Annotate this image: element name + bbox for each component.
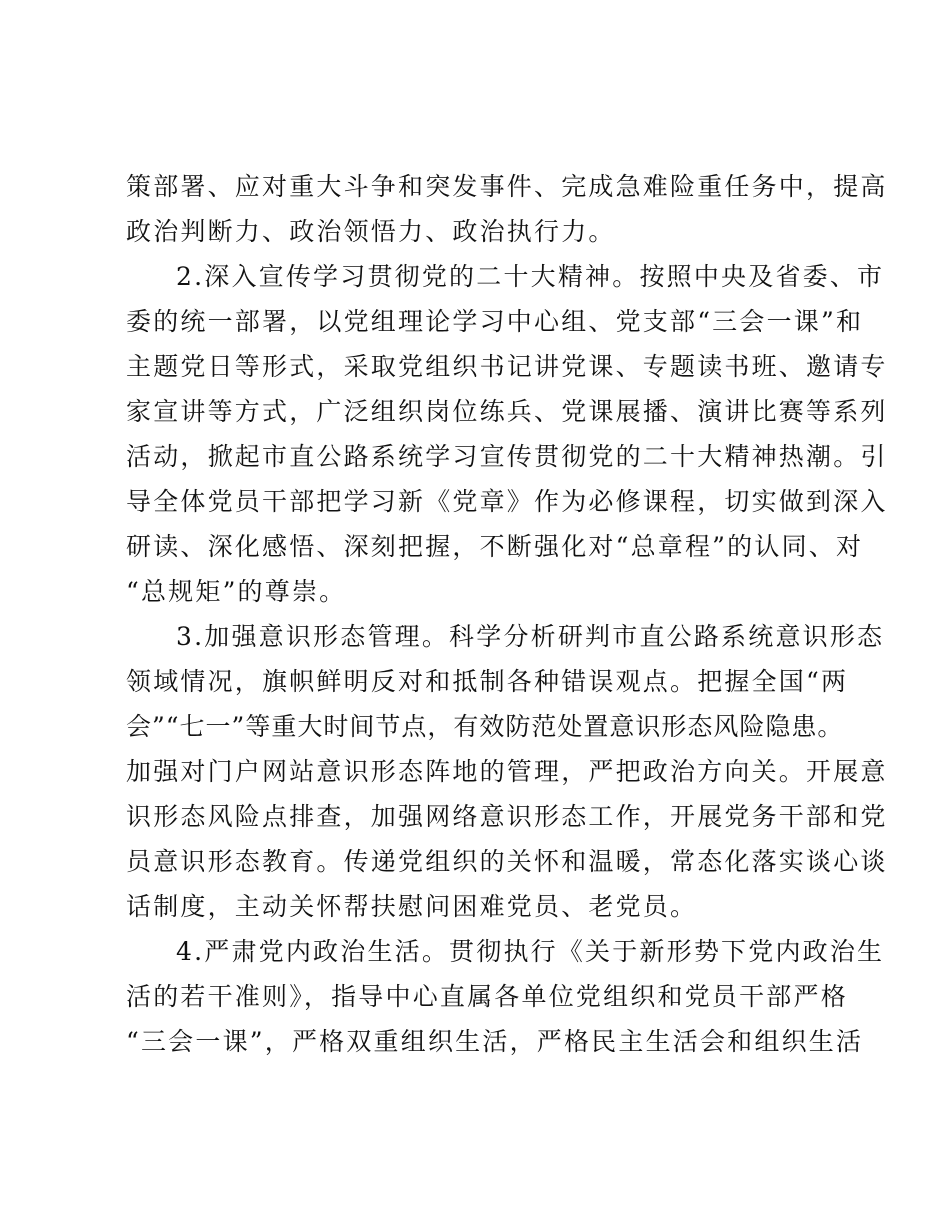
paragraph-line: 识形态风险点排查，加强网络意识形态工作，开展党务干部和党 — [126, 802, 888, 831]
paragraph-line: 员意识形态教育。传递党组织的关怀和温暖，常态化落实谈心谈 — [126, 847, 888, 876]
paragraph-line: 活动，掀起市直公路系统学习宣传贯彻党的二十大精神热潮。引 — [126, 442, 888, 471]
paragraph-line: 导全体党员干部把学习新《党章》作为必修课程，切实做到深入 — [126, 487, 888, 516]
paragraph-line: 策部署、应对重大斗争和突发事件、完成急难险重任务中，提高 — [126, 172, 888, 201]
paragraph-line: 主题党日等形式，采取党组织书记讲党课、专题读书班、邀请专 — [126, 352, 888, 381]
paragraph-line: “三会一课”，严格双重组织生活，严格民主生活会和组织生活 — [126, 1027, 864, 1056]
paragraph-line: 活的若干准则》，指导中心直属各单位党组织和党员干部严格 — [126, 982, 848, 1011]
paragraph-line: 领域情况，旗帜鲜明反对和抵制各种错误观点。把握全国“两 — [126, 667, 849, 696]
paragraph-heading-line: 2.深入宣传学习贯彻党的二十大精神。按照中央及省委、市 — [176, 262, 885, 291]
paragraph-line: 研读、深化感悟、深刻把握，不断强化对“总章程”的认同、对 — [126, 532, 864, 561]
paragraph-line: 话制度，主动关怀帮扶慰问困难党员、老党员。 — [126, 892, 698, 921]
paragraph-line: 家宣讲等方式，广泛组织岗位练兵、党课展播、演讲比赛等系列 — [126, 397, 888, 426]
document-body — [126, 164, 888, 1064]
paragraph-line: 加强对门户网站意识形态阵地的管理，严把政治方向关。开展意 — [126, 757, 888, 786]
paragraph-line: 会”“七一”等重大时间节点，有效防范处置意识形态风险隐患。 — [126, 712, 844, 741]
paragraph-line: “总规矩”的尊崇。 — [126, 577, 347, 606]
paragraph-heading-line: 3.加强意识形态管理。科学分析研判市直公路系统意识形态 — [176, 622, 885, 651]
paragraph-heading-line: 4.严肃党内政治生活。贯彻执行《关于新形势下党内政治生 — [176, 937, 885, 966]
paragraph-line: 政治判断力、政治领悟力、政治执行力。 — [126, 217, 616, 246]
paragraph-line: 委的统一部署，以党组理论学习中心组、党支部“三会一课”和 — [126, 307, 864, 336]
